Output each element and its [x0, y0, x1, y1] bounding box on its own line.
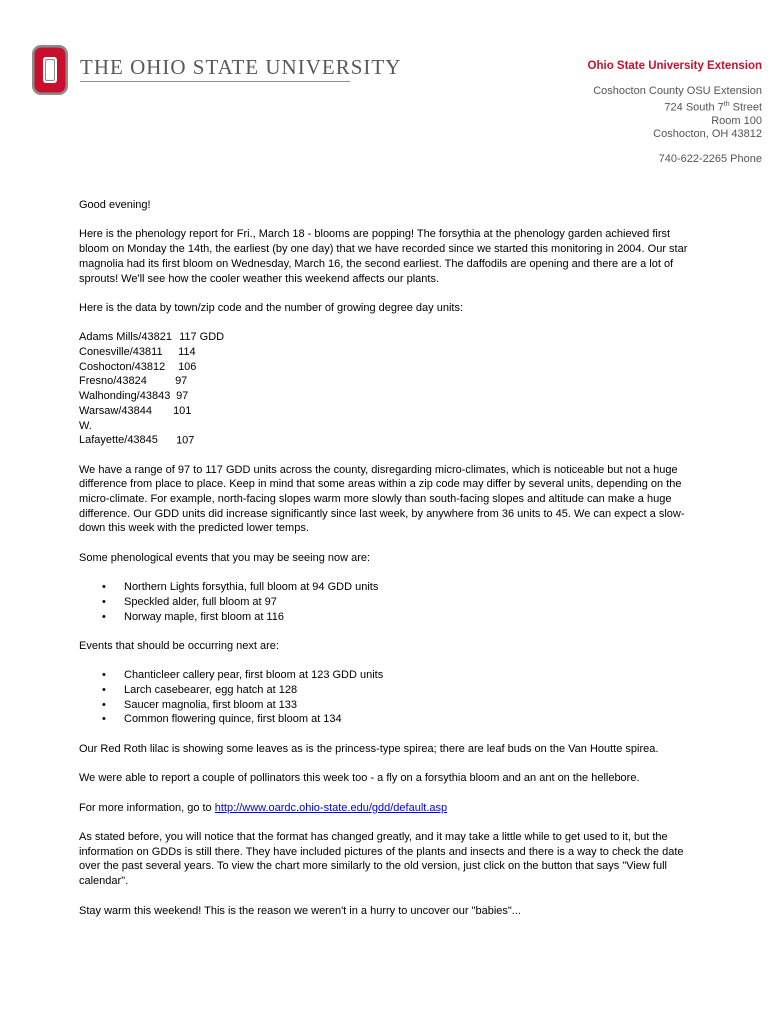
wordmark-rule — [80, 81, 350, 82]
address-line-street — [588, 98, 762, 115]
data-lead: Here is the data by town/zip code and the number of growing degree day units: — [79, 301, 464, 314]
events-now-list — [79, 580, 689, 624]
gdd-town: Coshocton/43812 — [79, 360, 166, 373]
closing-paragraph: Stay warm this weekend! This is the reason we weren't in a hurry to uncover our "babies"... — [79, 904, 521, 917]
gdd-town: Warsaw/43844 — [79, 404, 152, 417]
list-item: • Saucer magnolia, first bloom at 133 — [79, 698, 689, 713]
intro-paragraph: Here is the phenology report for Fri., March 18 - blooms are popping! The forsythia at the phenology garden achieved first bloom on Monday the 14th, the earliest (by one day) that we have recorded since we started this monitoring in 2004. Our star magnolia had its first bloom on Wednesday, March 16, the second earliest. The daffodils are opening and there are a lot of sprouts! We'll see how the cooler weather this weekend affects our plants. — [79, 228, 688, 285]
list-item: • Norway maple, first bloom at 116 — [79, 610, 689, 625]
events-next-list — [79, 668, 689, 727]
list-item: • Common flowering quince, first bloom at 134 — [79, 712, 689, 727]
org-name: Ohio State University Extension — [587, 60, 762, 72]
list-item: • Chanticleer callery pear, first bloom at 123 GDD units — [79, 668, 689, 683]
events-next-lead: Events that should be occurring next are: — [79, 639, 279, 652]
greeting: Good evening! — [79, 199, 151, 211]
gdd-row — [79, 404, 689, 419]
gdd-row — [79, 374, 689, 389]
street-name: Street — [729, 101, 762, 114]
gdd-value: 107 — [176, 434, 195, 447]
pollinator-paragraph: We were able to report a couple of pollinators this week too - a fly on a forsythia bloom and an ant on the hellebore. — [79, 772, 640, 785]
gdd-row — [79, 389, 689, 404]
info-paragraph: As stated before, you will notice that the format has changed greatly, and it may take a little while to get used to it, but the information on GDDs is still there. They have included pictures of the plants and insects and there is a way to check the date over the past several years. To view the chart more similarly to the old version, just click on the button that says "View full calendar". — [79, 831, 684, 888]
gdd-data-list — [79, 330, 689, 448]
university-wordmark: THE OHIO STATE UNIVERSITY — [80, 55, 402, 79]
street-number: 724 South 7 — [664, 101, 724, 114]
list-item: • Larch casebearer, egg hatch at 128 — [79, 683, 689, 698]
lilac-paragraph: Our Red Roth lilac is showing some leaves as is the princess-type spirea; there are leaf buds on the Van Houtte spirea. — [79, 742, 659, 755]
phone-number: 740-622-2265 Phone — [658, 152, 762, 165]
list-item: • Northern Lights forsythia, full bloom at 94 GDD units — [79, 580, 689, 595]
gdd-town: W. Lafayette/43845 — [79, 419, 158, 447]
gdd-row — [79, 330, 689, 345]
street-suffix: th — [723, 101, 730, 108]
gdd-row — [79, 360, 689, 375]
gdd-value: 106 — [178, 360, 197, 373]
address-line-city: Coshocton, OH 43812 — [653, 127, 762, 140]
gdd-town: Fresno/43824 — [79, 375, 147, 388]
gdd-town: Conesville/43811 — [79, 345, 163, 358]
info-line — [79, 801, 689, 816]
address-line-county: Coshocton County OSU Extension — [593, 85, 762, 97]
gdd-row — [79, 419, 689, 448]
return-address — [588, 60, 762, 166]
address-line-room: Room 100 — [711, 114, 762, 127]
events-now-lead: Some phenological events that you may be seeing now are: — [79, 551, 371, 564]
info-prefix: For more information, go to — [79, 801, 215, 814]
gdd-value: 101 — [173, 404, 192, 417]
gdd-row — [79, 345, 689, 360]
gdd-value: 114 — [178, 345, 196, 358]
gdd-town: Walhonding/43843 — [79, 390, 171, 403]
osu-block-o-logo — [32, 45, 68, 100]
letter-body — [79, 198, 689, 933]
gdd-value: 117 GDD — [179, 331, 225, 344]
gdd-value: 97 — [176, 390, 189, 403]
range-paragraph: We have a range of 97 to 117 GDD units across the county, disregarding micro-climates, which is noticeable but not a huge difference from place to place. Keep in mind that some areas within a zip code may differ by several units, depending on the micro-climate. For example, north-facing slopes warm more slowly than south-facing slopes and altitude can make a huge difference. Our GDD units did increase significantly since last week, by anywhere from 36 units to 45. We can expect a slow-down this week with the predicted lower temps. — [79, 463, 685, 535]
gdd-town: Adams Mills/43821 — [79, 331, 172, 344]
gdd-value: 97 — [175, 375, 188, 388]
list-item: • Speckled alder, full bloom at 97 — [79, 595, 689, 610]
gdd-website-link[interactable]: http://www.oardc.ohio-state.edu/gdd/default.asp — [214, 801, 448, 814]
